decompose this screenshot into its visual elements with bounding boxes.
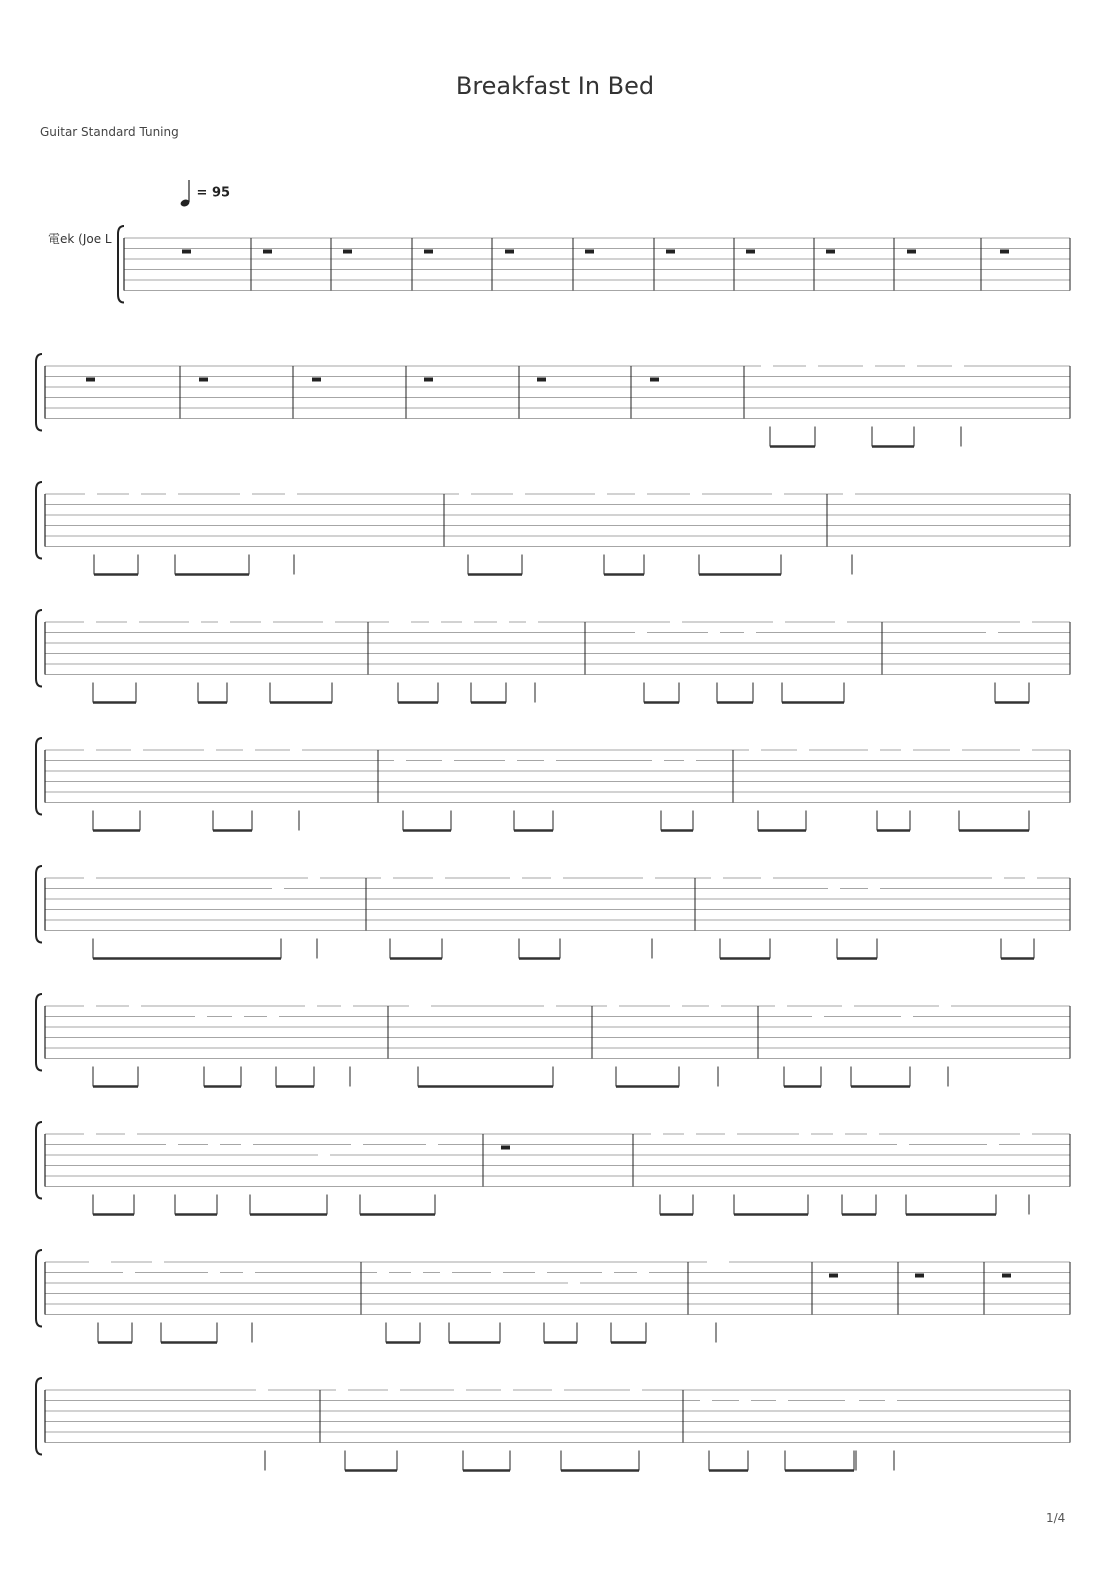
fret-bg <box>670 1000 682 1011</box>
fret-bg <box>308 872 320 883</box>
fret-bg <box>218 616 230 627</box>
measure-27 <box>378 750 696 831</box>
measure-4 <box>412 238 433 291</box>
whole-rest-icon <box>666 250 675 254</box>
whole-rest-icon <box>537 378 546 382</box>
measure-35 <box>758 1000 951 1087</box>
fret-bg <box>652 755 664 766</box>
fret-bg <box>84 1128 96 1139</box>
track-name: 電ek (Joe L <box>48 232 112 246</box>
fret-bg <box>607 1000 619 1011</box>
tab-system <box>36 482 1070 575</box>
fret-bg <box>868 744 880 755</box>
fret-bg <box>189 616 201 627</box>
fret-bg <box>885 1395 897 1406</box>
system-bracket <box>36 738 42 815</box>
tab-staff <box>45 494 1070 547</box>
measure-34 <box>592 1000 721 1087</box>
fret-bg <box>595 488 607 499</box>
measure-16 <box>519 366 546 419</box>
system-bracket <box>36 610 42 687</box>
fret-bg <box>775 1000 787 1011</box>
fret-bg <box>491 1267 503 1278</box>
tempo-value: = 95 <box>196 185 231 201</box>
fret-bg <box>797 744 809 755</box>
tab-staff <box>124 238 1070 291</box>
fret-bg <box>897 1139 909 1150</box>
tab-staff <box>45 750 1070 803</box>
fret-bg <box>950 744 962 755</box>
fret-bg <box>129 488 141 499</box>
fret-bg <box>336 1384 348 1395</box>
fret-bg <box>272 883 284 894</box>
measure-41 <box>688 1256 729 1343</box>
tab-system <box>36 1122 1070 1215</box>
fret-bg <box>1020 616 1032 627</box>
fret-bg <box>992 872 1004 883</box>
fret-bg <box>442 755 454 766</box>
fret-bg <box>552 1384 564 1395</box>
tab-staff <box>45 1134 1070 1187</box>
measure-17 <box>631 366 659 419</box>
fret-bg <box>868 883 880 894</box>
fret-bg <box>952 360 964 371</box>
fret-bg <box>544 755 556 766</box>
fret-bg <box>711 872 723 883</box>
fret-bg <box>433 872 445 883</box>
fret-bg <box>267 1011 279 1022</box>
measure-43 <box>898 1262 924 1315</box>
fret-bg <box>131 744 143 755</box>
fret-bg <box>707 1256 729 1267</box>
system-bracket <box>36 354 42 431</box>
fret-bg <box>670 616 682 627</box>
fret-bg <box>651 1128 663 1139</box>
fret-bg <box>232 1011 244 1022</box>
tab-staff <box>45 1390 1070 1443</box>
fret-bg <box>630 1384 642 1395</box>
fret-bg <box>700 1395 712 1406</box>
tab-system <box>36 354 1070 447</box>
whole-rest-icon <box>505 250 514 254</box>
fret-bg <box>690 488 702 499</box>
fret-bg <box>708 627 720 638</box>
fret-bg <box>684 755 696 766</box>
measure-11 <box>981 238 1009 291</box>
fret-bg <box>725 1128 737 1139</box>
fret-bg <box>204 744 216 755</box>
fret-bg <box>602 1267 614 1278</box>
measure-30 <box>366 872 655 959</box>
fret-bg <box>462 616 474 627</box>
fret-bg <box>761 872 773 883</box>
fret-bg <box>459 488 471 499</box>
fret-bg <box>166 488 178 499</box>
measure-32 <box>84 1000 353 1087</box>
fret-bg <box>89 1256 111 1267</box>
system-bracket <box>36 994 42 1071</box>
whole-rest-icon <box>829 1274 838 1278</box>
tab-staff <box>45 622 1070 675</box>
tuning-label: Guitar Standard Tuning <box>40 125 179 139</box>
fret-bg <box>84 872 96 883</box>
fret-bg <box>709 1000 721 1011</box>
whole-rest-icon <box>915 1274 924 1278</box>
fret-bg <box>551 872 563 883</box>
system-bracket <box>36 1122 42 1199</box>
measure-28 <box>733 744 1032 831</box>
fret-bg <box>806 360 818 371</box>
fret-bg <box>828 883 840 894</box>
fret-bg <box>812 1011 824 1022</box>
page-number: 1/4 <box>1046 1511 1066 1525</box>
fret-bg <box>772 488 784 499</box>
measure-14 <box>293 366 321 419</box>
fret-bg <box>842 1000 854 1011</box>
whole-rest-icon <box>585 250 594 254</box>
fret-bg <box>84 616 96 627</box>
fret-bg <box>505 755 517 766</box>
fret-bg <box>1020 744 1032 755</box>
measure-39 <box>89 1256 255 1343</box>
fret-bg <box>256 1384 268 1395</box>
fret-bg <box>166 1139 178 1150</box>
measure-8 <box>734 238 755 291</box>
tab-system <box>36 610 1070 703</box>
measure-15 <box>406 366 433 419</box>
fret-bg <box>501 1384 513 1395</box>
measure-7 <box>654 238 675 291</box>
tab-system <box>36 1250 1070 1343</box>
fret-bg <box>243 744 255 755</box>
fret-bg <box>84 1000 96 1011</box>
fret-bg <box>129 1000 141 1011</box>
fret-bg <box>285 488 297 499</box>
whole-rest-icon <box>199 378 208 382</box>
fret-bg <box>863 360 875 371</box>
tab-system <box>36 738 1070 831</box>
whole-rest-icon <box>1002 1274 1011 1278</box>
fret-bg <box>744 627 756 638</box>
measure-1 <box>182 250 191 254</box>
measure-6 <box>573 238 594 291</box>
tab-system <box>118 226 1070 303</box>
whole-rest-icon <box>907 250 916 254</box>
measure-23 <box>368 616 538 703</box>
measure-42 <box>812 1262 838 1315</box>
whole-rest-icon <box>343 250 352 254</box>
fret-bg <box>394 755 406 766</box>
fret-bg <box>986 627 998 638</box>
fret-bg <box>1020 1128 1032 1139</box>
fret-bg <box>381 872 393 883</box>
fret-bg <box>290 744 302 755</box>
whole-rest-icon <box>826 250 835 254</box>
measure-31 <box>695 872 1037 959</box>
measure-24 <box>585 616 847 703</box>
whole-rest-icon <box>424 378 433 382</box>
fret-bg <box>684 1128 696 1139</box>
song-title: Breakfast In Bed <box>455 72 655 100</box>
tab-staff <box>45 878 1070 931</box>
measure-47 <box>683 1390 897 1471</box>
measure-22 <box>84 616 335 703</box>
whole-rest-icon <box>746 250 755 254</box>
measure-33 <box>388 1000 556 1087</box>
measure-9 <box>814 238 835 291</box>
measure-12 <box>86 378 95 382</box>
fret-bg <box>426 1139 438 1150</box>
fret-bg <box>208 1139 220 1150</box>
tab-system <box>36 1378 1070 1471</box>
measure-5 <box>492 238 514 291</box>
measure-13 <box>180 366 208 419</box>
fret-bg <box>939 1000 951 1011</box>
tab-staff <box>45 1262 1070 1315</box>
measure-40 <box>361 1262 649 1343</box>
measure-2 <box>251 238 272 291</box>
fret-bg <box>440 1267 452 1278</box>
fret-bg <box>776 1395 788 1406</box>
fret-bg <box>761 360 773 371</box>
fret-bg <box>497 616 509 627</box>
fret-bg <box>411 1267 423 1278</box>
measure-45 <box>256 1384 268 1471</box>
fret-bg <box>739 1395 751 1406</box>
fret-bg <box>535 1267 547 1278</box>
fret-bg <box>125 1128 137 1139</box>
fret-bg <box>377 1267 389 1278</box>
tab-system <box>36 866 1070 959</box>
measure-46 <box>320 1384 642 1471</box>
fret-bg <box>773 616 785 627</box>
fret-bg <box>513 488 525 499</box>
fret-bg <box>323 616 335 627</box>
fret-bg <box>526 616 538 627</box>
fret-bg <box>127 616 139 627</box>
whole-rest-icon <box>424 250 433 254</box>
measure-20 <box>444 488 784 575</box>
system-bracket <box>36 866 42 943</box>
fret-bg <box>454 1384 466 1395</box>
fret-bg <box>1025 872 1037 883</box>
system-bracket <box>36 482 42 559</box>
fret-bg <box>843 488 855 499</box>
fret-bg <box>243 1267 255 1278</box>
whole-rest-icon <box>86 378 95 382</box>
measure-18 <box>744 360 964 447</box>
fret-bg <box>510 872 522 883</box>
whole-rest-icon <box>312 378 321 382</box>
measure-19 <box>85 488 297 575</box>
measure-10 <box>894 238 916 291</box>
fret-bg <box>341 1000 353 1011</box>
fret-bg <box>635 627 647 638</box>
system-bracket <box>36 1378 42 1455</box>
measure-37 <box>483 1134 510 1187</box>
measure-25 <box>882 616 1032 703</box>
measure-36 <box>84 1128 438 1215</box>
tab-staff <box>45 366 1070 419</box>
fret-bg <box>85 488 97 499</box>
fret-bg <box>208 1267 220 1278</box>
whole-rest-icon <box>501 1146 510 1150</box>
fret-bg <box>568 1277 580 1288</box>
system-bracket <box>118 226 124 303</box>
fret-bg <box>637 1267 649 1278</box>
fret-bg <box>305 1000 317 1011</box>
measure-21 <box>827 488 855 575</box>
fret-bg <box>429 616 441 627</box>
tab-system <box>36 994 1070 1087</box>
measure-29 <box>84 872 320 959</box>
fret-bg <box>261 616 273 627</box>
whole-rest-icon <box>182 250 191 254</box>
fret-bg <box>318 1149 330 1160</box>
whole-rest-icon <box>1000 250 1009 254</box>
fret-bg <box>152 1256 164 1267</box>
fret-bg <box>847 1395 859 1406</box>
measure-44 <box>984 1262 1011 1315</box>
fret-bg <box>351 1139 363 1150</box>
fret-bg <box>241 1139 253 1150</box>
fret-bg <box>123 1267 135 1278</box>
fret-bg <box>833 1128 845 1139</box>
fret-bg <box>240 488 252 499</box>
fret-bg <box>643 872 655 883</box>
fret-bg <box>195 1011 207 1022</box>
whole-rest-icon <box>650 378 659 382</box>
measure-26 <box>84 744 302 831</box>
fret-bg <box>388 1384 400 1395</box>
fret-bg <box>84 744 96 755</box>
fret-bg <box>901 1011 913 1022</box>
fret-bg <box>901 744 913 755</box>
fret-bg <box>544 1000 556 1011</box>
fret-bg <box>867 1128 879 1139</box>
fret-bg <box>635 488 647 499</box>
whole-rest-icon <box>263 250 272 254</box>
fret-bg <box>835 616 847 627</box>
fret-bg <box>905 360 917 371</box>
fret-bg <box>749 744 761 755</box>
system-bracket <box>36 1250 42 1327</box>
fret-bg <box>389 616 411 627</box>
measure-3 <box>331 238 352 291</box>
measure-38 <box>633 1128 1032 1215</box>
fret-bg <box>799 1128 811 1139</box>
fret-bg <box>409 1000 431 1011</box>
fret-bg <box>987 1139 999 1150</box>
